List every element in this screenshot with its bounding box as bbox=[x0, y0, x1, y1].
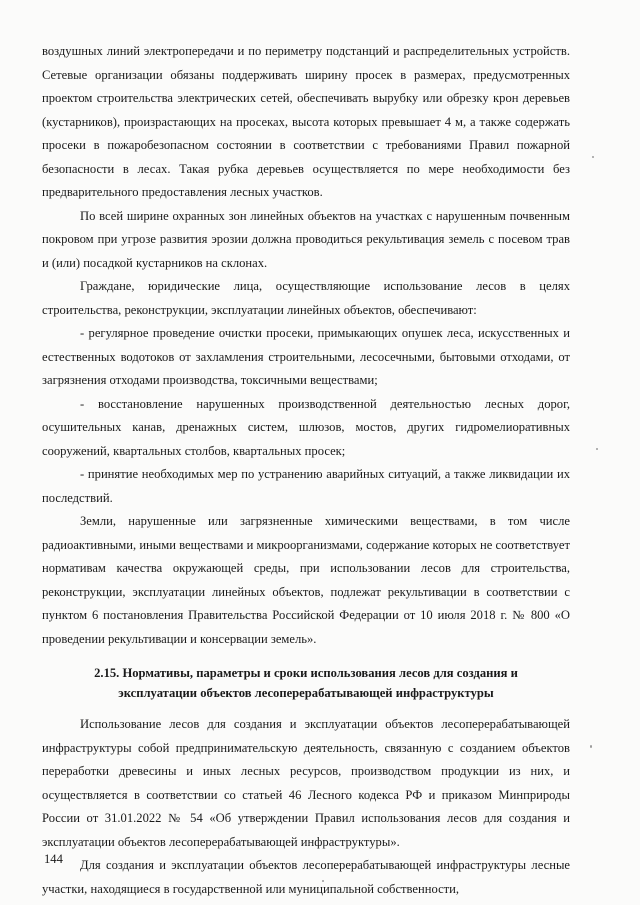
scan-speck bbox=[596, 448, 598, 450]
scan-speck bbox=[592, 156, 594, 158]
section-heading-line-1: 2.15. Нормативы, параметры и сроки использования лесов для создания и bbox=[94, 666, 518, 680]
paragraph-contaminated-lands: Земли, нарушенные или загрязненные химическими веществами, в том числе радиоактивными, иными веществами и микроорганизмами, содержание которых не соответствует нормативам качества окружающей среды, при использовании лесов для строительства, реконструкции, эксплуатации линейных объектов, подлежат рекультивации в соответствии с пунктом 6 постановления Правительства Российской Федерации от 10 июля 2018 г. № 800 «О проведении рекультивации и консервации земель». bbox=[42, 514, 570, 646]
scan-speck bbox=[590, 745, 592, 748]
paragraph-land-plots: Для создания и эксплуатации объектов лесоперерабатывающей инфраструктуры лесные участки, находящиеся в государственной или муниципальной собственности, bbox=[42, 858, 570, 896]
section-heading bbox=[42, 663, 570, 703]
paragraph-obligations-intro: Граждане, юридические лица, осуществляющие использование лесов в целях строительства, реконструкции, эксплуатации линейных объектов, обеспечивают: bbox=[42, 279, 570, 317]
scan-speck bbox=[322, 880, 324, 882]
page-number: 144 bbox=[44, 852, 63, 866]
paragraph-power-lines: воздушных линий электропередачи и по периметру подстанций и распределительных устройств. Сетевые организации обязаны поддерживать ширину просек в размерах, предусмотренных проектом строительства электрических сетей, обеспечивать вырубку или обрезку крон деревьев (кустарников), произрастающих на просеках, высота которых превышает 4 м, а также содержать просеки в пожаробезопасном состоянии в соответствии с требованиями Правил пожарной безопасности в лесах. Такая рубка деревьев осуществляется по мере необходимости без предварительного предоставления лесных участков. bbox=[42, 44, 570, 199]
document-body bbox=[42, 40, 570, 901]
paragraph-recultivation-zones: По всей ширине охранных зон линейных объектов на участках с нарушенным почвенным покровом при угрозе развития эрозии должна проводиться рекультивация земель с посевом трав и (или) посадкой кустарников на склонах. bbox=[42, 208, 570, 270]
list-item-emergency: - принятие необходимых мер по устранению аварийных ситуаций, а также ликвидации их последствий. bbox=[42, 467, 570, 505]
list-item-restoration: - восстановление нарушенных производственной деятельностью лесных дорог, осушительных канав, дренажных систем, шлюзов, мостов, других гидромелиоративных сооружений, квартальных столбов, квартальных просек; bbox=[42, 396, 570, 458]
paragraph-processing-infrastructure: Использование лесов для создания и эксплуатации объектов лесоперерабатывающей инфраструктуры собой предпринимательскую деятельность, связанную с созданием объектов переработки древесины и иных лесных ресурсов, производством продукции из них, и осуществляется в соответствии со статьей 46 Лесного кодекса РФ и приказом Минприроды России от 31.01.2022 № 54 «Об утверждении Правил использования лесов для создания и эксплуатации объектов лесоперерабатывающей инфраструктуры». bbox=[42, 717, 570, 849]
section-heading-line-2: эксплуатации объектов лесоперерабатывающей инфраструктуры bbox=[118, 686, 494, 700]
list-item-clearing: - регулярное проведение очистки просеки, примыкающих опушек леса, искусственных и естественных водотоков от захламления строительными, лесосечными, бытовыми отходами, от загрязнения отходами производства, токсичными веществами; bbox=[42, 326, 570, 387]
